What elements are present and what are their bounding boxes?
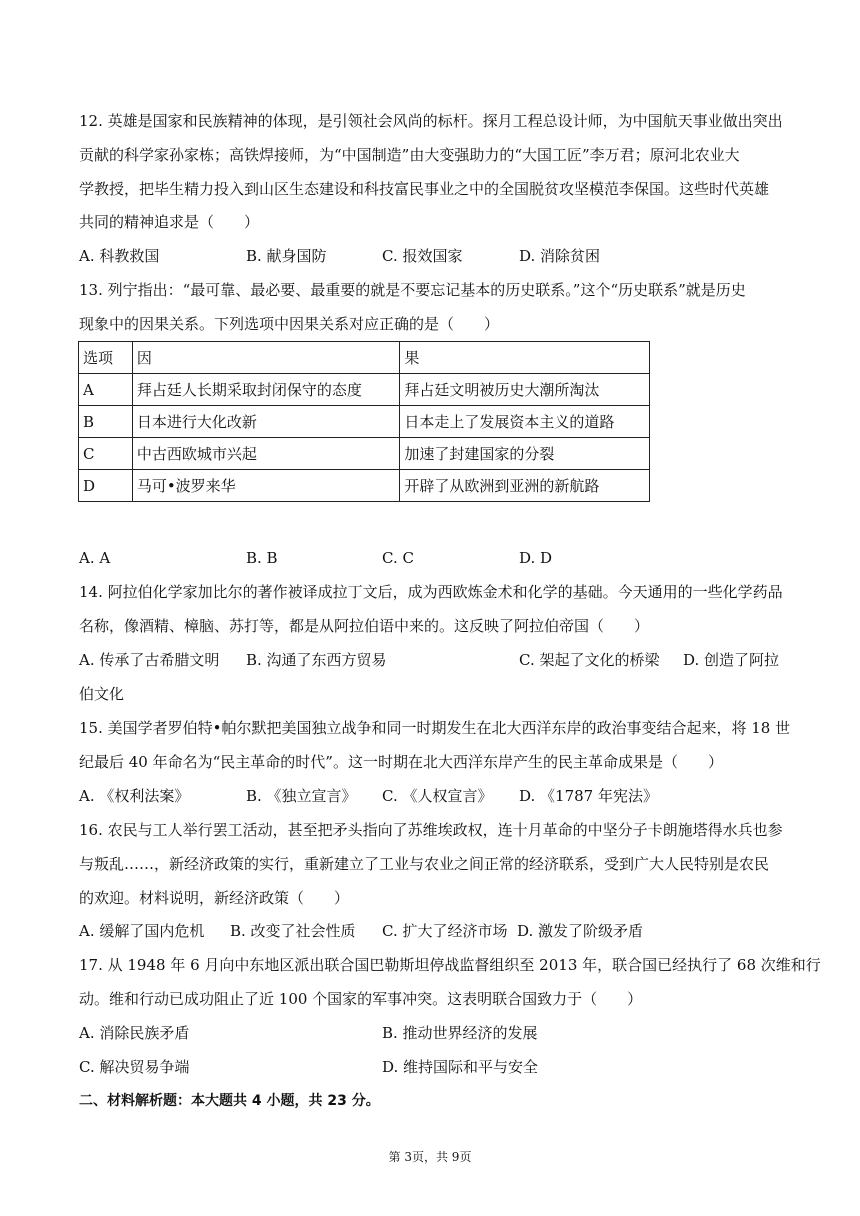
q12-option-b: B. 献身国防	[246, 247, 327, 265]
table-row	[79, 470, 650, 502]
q14-option-c: C. 架起了文化的桥梁	[519, 651, 660, 669]
section-heading: 二、材料解析题：本大题共 4 小题，共 23 分。	[79, 1093, 380, 1109]
table-cell: 开辟了从欧洲到亚洲的新航路	[400, 470, 650, 502]
q12-line-3: 学教授，把毕生精力投入到山区生态建设和科技富民事业之中的全国脱贫攻坚模范李保国。这些时代英雄	[79, 180, 770, 198]
q14-option-d: D. 创造了阿拉	[683, 651, 780, 669]
table-header-cell: 因	[132, 342, 400, 374]
q13-line-1: 13. 列宁指出：“最可靠、最必要、最重要的就是不要忘记基本的历史联系。”这个“历史联系”就是历史	[79, 281, 746, 299]
table-cell: 加速了封建国家的分裂	[400, 438, 650, 470]
q12-line-4: 共同的精神追求是（ ）	[79, 213, 260, 231]
q13-option-a: A. A	[79, 549, 111, 567]
q16-option-d: D. 激发了阶级矛盾	[517, 922, 644, 940]
q14-line-2: 名称，像酒精、樟脑、苏打等，都是从阿拉伯语中来的。这反映了阿拉伯帝国（ ）	[79, 617, 650, 635]
q14-line-1: 14. 阿拉伯化学家加比尔的著作被译成拉丁文后，成为西欧炼金术和化学的基础。今天通用的一些化学药品	[79, 583, 783, 601]
table-cell: 中古西欧城市兴起	[132, 438, 400, 470]
q13-line-2: 现象中的因果关系。下列选项中因果关系对应正确的是（ ）	[79, 315, 500, 333]
q16-line-2: 与叛乱……，新经济政策的实行，重新建立了工业与农业之间正常的经济联系，受到广大人民特别是农民	[79, 855, 770, 873]
q16-line-1: 16. 农民与工人举行罢工活动，甚至把矛头指向了苏维埃政权，连十月革命的中坚分子卡朗施塔得水兵也参	[79, 821, 783, 839]
q14-option-d-wrap: 伯文化	[79, 685, 125, 703]
q12-option-c: C. 报效国家	[382, 247, 463, 265]
table-header-cell: 选项	[79, 342, 133, 374]
q14-option-b: B. 沟通了东西方贸易	[246, 651, 387, 669]
cause-effect-table	[78, 341, 650, 502]
table-row	[79, 406, 650, 438]
q15-option-d: D. 《1787 年宪法》	[519, 787, 658, 805]
q12-option-a: A. 科教救国	[79, 247, 160, 265]
table-cell: 日本进行大化改新	[132, 406, 400, 438]
table-header-cell: 果	[400, 342, 650, 374]
table-cell: 马可•波罗来华	[132, 470, 400, 502]
table-header-row	[79, 342, 650, 374]
q16-option-c: C. 扩大了经济市场	[382, 922, 508, 940]
q13-option-d: D. D	[519, 549, 553, 567]
q12-option-d: D. 消除贫困	[519, 247, 601, 265]
q16-option-a: A. 缓解了国内危机	[79, 922, 205, 940]
q17-option-d: D. 维持国际和平与安全	[382, 1058, 539, 1076]
q15-line-1: 15. 美国学者罗伯特•帕尔默把美国独立战争和同一时期发生在北大西洋东岸的政治事变结合起来，将 18 世	[79, 719, 791, 737]
q14-option-a: A. 传承了古希腊文明	[79, 651, 220, 669]
table-cell: 拜占廷文明被历史大潮所淘汰	[400, 374, 650, 406]
q17-option-a: A. 消除民族矛盾	[79, 1024, 190, 1042]
table-cell: B	[79, 406, 133, 438]
q15-option-c: C. 《人权宣言》	[382, 787, 493, 805]
q17-line-2: 动。维和行动已成功阻止了近 100 个国家的军事冲突。这表明联合国致力于（ ）	[79, 990, 643, 1008]
q17-line-1: 17. 从 1948 年 6 月向中东地区派出联合国巴勒斯坦停战监督组织至 2013 年，联合国已经执行了 68 次维和行	[79, 956, 821, 974]
q16-line-3: 的欢迎。材料说明，新经济政策（ ）	[79, 889, 350, 907]
q13-option-b: B. B	[246, 549, 278, 567]
q15-option-a: A. 《权利法案》	[79, 787, 190, 805]
table-cell: 日本走上了发展资本主义的道路	[400, 406, 650, 438]
table-row	[79, 438, 650, 470]
q17-option-c: C. 解决贸易争端	[79, 1058, 190, 1076]
table-cell: A	[79, 374, 133, 406]
q17-option-b: B. 推动世界经济的发展	[382, 1024, 538, 1042]
table-cell: D	[79, 470, 133, 502]
q16-option-b: B. 改变了社会性质	[230, 922, 356, 940]
table-cell: C	[79, 438, 133, 470]
q12-line-2: 贡献的科学家孙家栋；高铁焊接师，为“中国制造”由大变强助力的“大国工匠”李万君；原河北农业大	[79, 146, 740, 164]
table-cell: 拜占廷人长期采取封闭保守的态度	[132, 374, 400, 406]
table-row	[79, 374, 650, 406]
q15-line-2: 纪最后 40 年命名为“民主革命的时代”。这一时期在北大西洋东岸产生的民主革命成果是（ ）	[79, 753, 723, 771]
q12-line-1: 12. 英雄是国家和民族精神的体现，是引领社会风尚的标杆。探月工程总设计师，为中国航天事业做出突出	[79, 112, 783, 130]
page-footer: 第 3页，共 9页	[388, 1150, 472, 1164]
q15-option-b: B. 《独立宣言》	[246, 787, 357, 805]
q13-option-c: C. C	[382, 549, 414, 567]
